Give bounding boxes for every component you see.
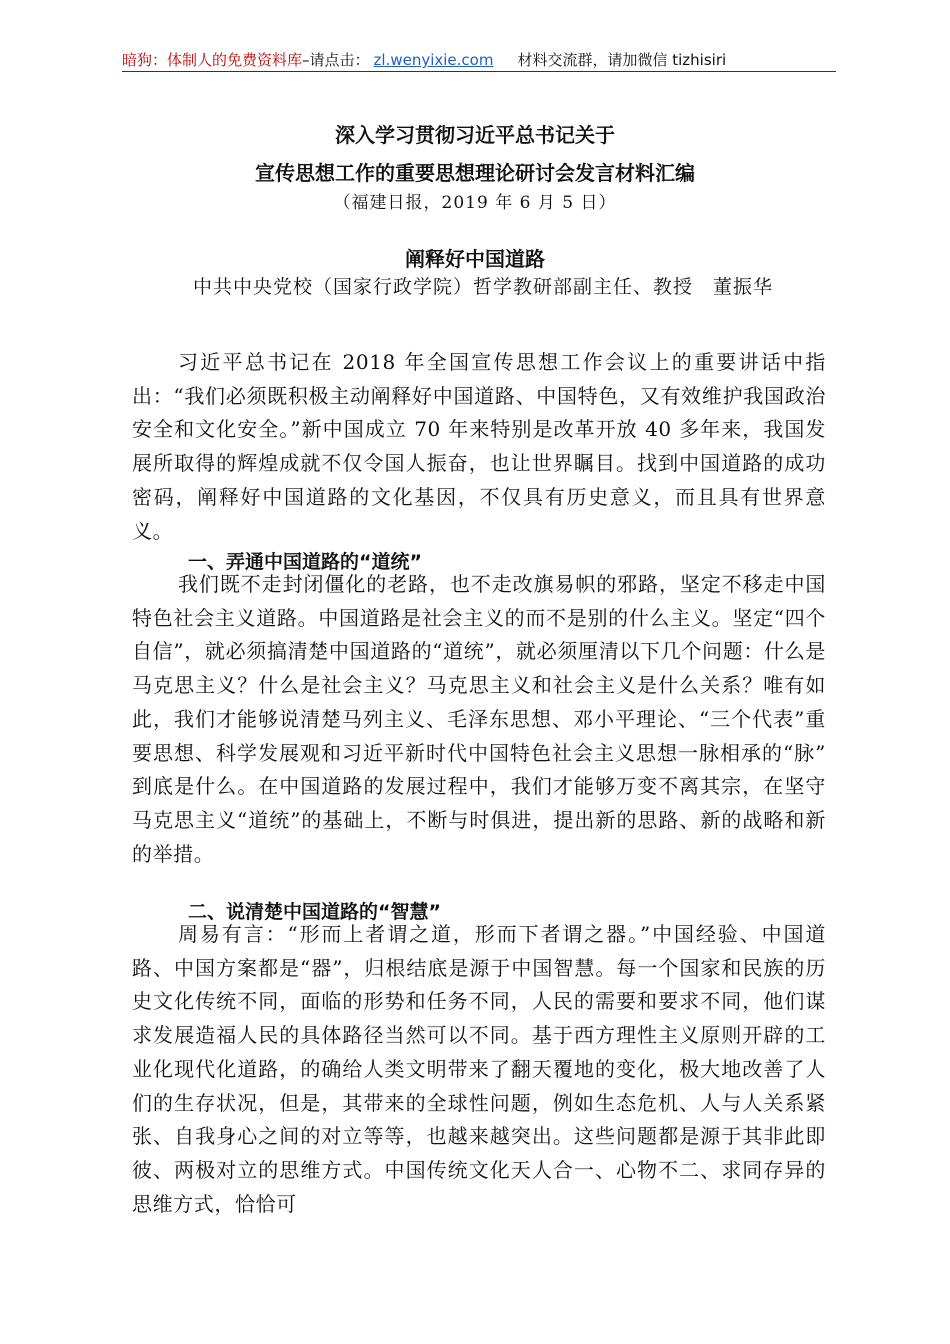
document-source: （福建日报，2019 年 6 月 5 日）	[333, 193, 617, 213]
article-author: 中共中央党校（国家行政学院）哲学教研部副主任、教授 董振华	[193, 276, 774, 298]
section1-paragraph: 我们既不走封闭僵化的老路，也不走改旗易帜的邪路，坚定不移走中国特色社会主义道路。中国道路是社会主义的而不是别的什么主义。坚定“四个自信”，就必须搞清楚中国道路的“道统”，就必须厘清以下几个问题：什么是马克思主义？什么是社会主义？马克思主义和社会主义是什么关系？唯有如此，我们才能够说清楚马列主义、毛泽东思想、邓小平理论、“三个代表”重要思想、科学发展观和习近平新时代中国特色社会主义思想一脉相承的“脉” 到底是什么。在中国道路的发展过程中，我们才能够万变不离其宗，在坚守马克思主义“道统”的基础上，不断与时俱进，提出新的思路、新的战略和新的举措。	[132, 572, 826, 866]
header-link[interactable]: zl.wenyixie.com	[373, 51, 494, 69]
intro-paragraph: 习近平总书记在 2018 年全国宣传思想工作会议上的重要讲话中指出：“我们必须既积极主动阐释好中国道路、中国特色，又有效维护我国政治安全和文化安全。”新中国成立 70 年来特别是改革开放 40 多年来，我国发展所取得的辉煌成就不仅令国人振奋，也让世界瞩目。找到中国道路的成功密码，阐释好中国道路的文化基因，不仅具有历史意义，而且具有世界意义。	[132, 350, 826, 543]
header-divider	[122, 71, 836, 72]
document-title-line2: 宣传思想工作的重要思想理论研讨会发言材料汇编	[255, 161, 695, 185]
header-click-prompt: –请点击：	[302, 51, 370, 69]
page-header	[122, 49, 836, 73]
article-title: 阐释好中国道路	[405, 247, 545, 271]
section2-paragraph: 周易有言：“形而上者谓之道，形而下者谓之器。”中国经验、中国道路、中国方案都是“器”，归根结底是源于中国智慧。每一个国家和民族的历史文化传统不同，面临的形势和任务不同，人民的需要和要求不同，他们谋求发展造福人民的具体路径当然可以不同。基于西方理性主义原则开辟的工业化现代化道路，的确给人类文明带来了翻天覆地的变化，极大地改善了人们的生存状况，但是，其带来的全球性问题，例如生态危机、人与人关系紧张、自我身心之间的对立等等，也越来越突出。这些问题都是源于其非此即彼、两极对立的思维方式。中国传统文化天人合一、心物不二、求同存异的思维方式，恰恰可	[132, 922, 826, 1216]
document-title-line1: 深入学习贯彻习近平总书记关于	[335, 123, 615, 147]
section1-heading: 一、弄通中国道路的“道统”	[188, 551, 422, 573]
header-brand: 暗狗：体制人的免费资料库	[122, 51, 303, 69]
section2-heading: 二、说清楚中国道路的“智慧”	[188, 901, 441, 923]
header-group-note: 材料交流群，请加微信 tizhisiri	[517, 51, 727, 69]
